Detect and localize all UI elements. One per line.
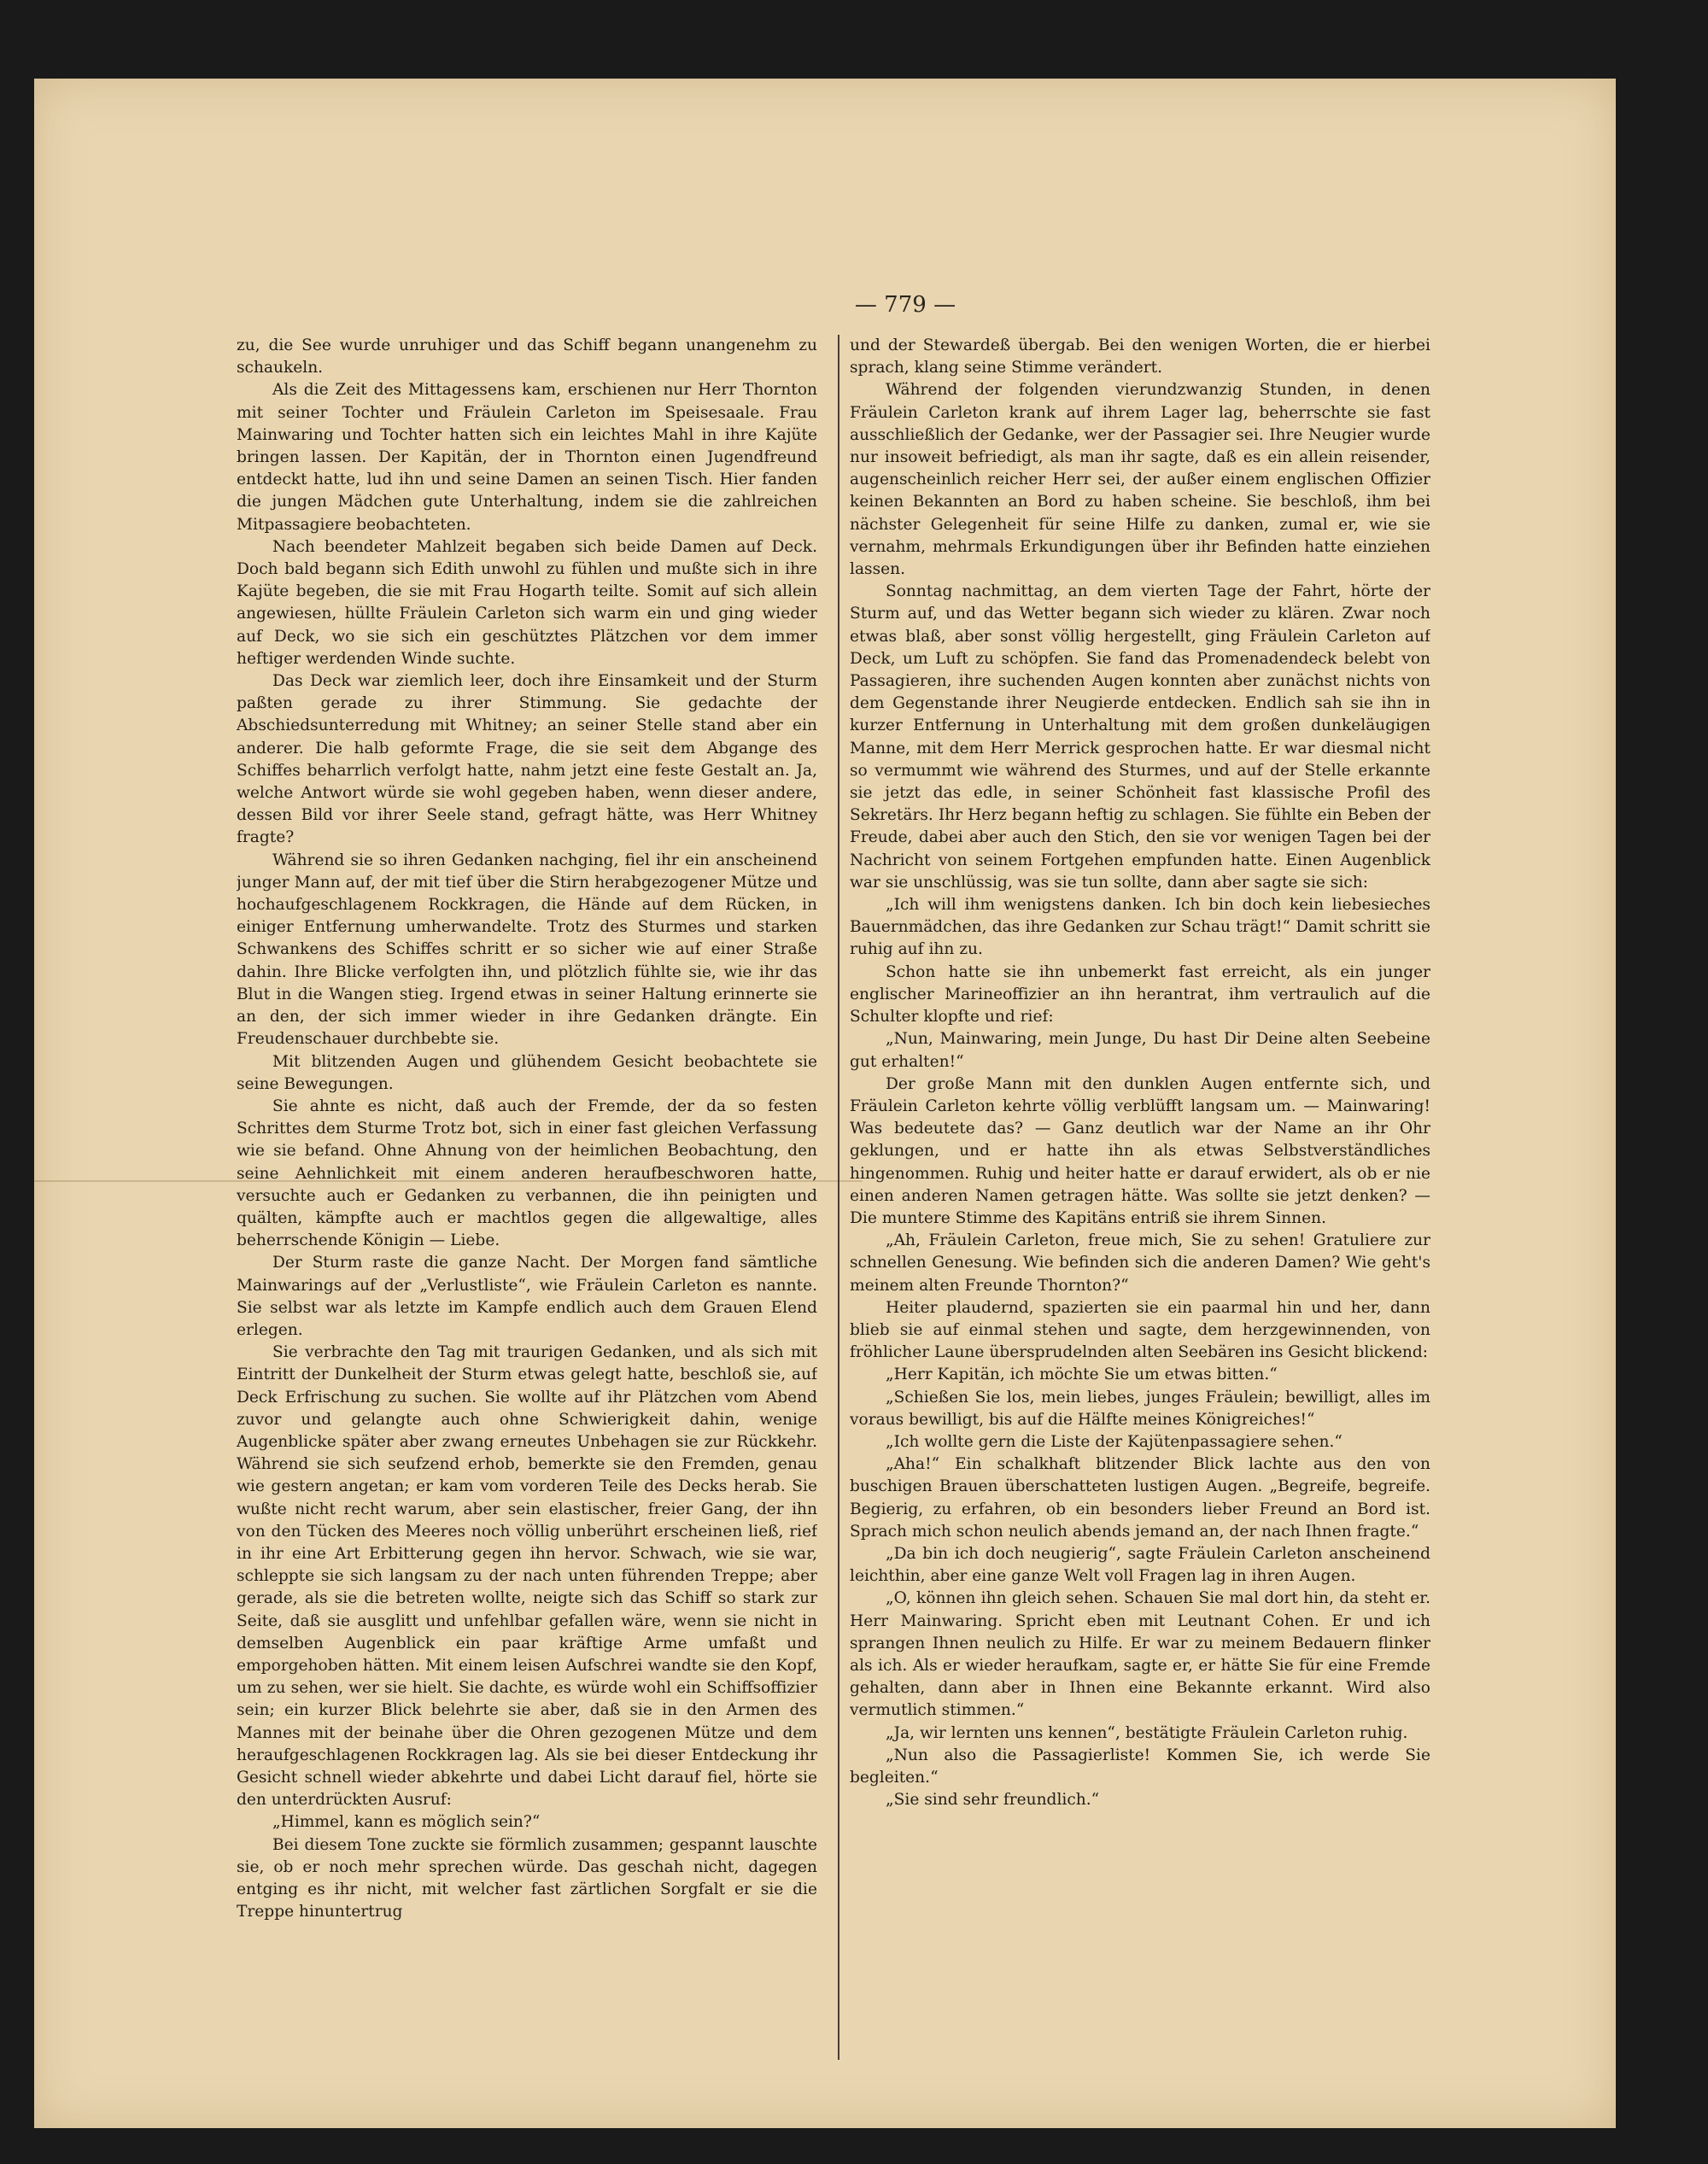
paragraph: Schon hatte sie ihn unbemerkt fast erreicht, als ein junger englischer Marineoffizier an ihn herantrat, ihm vertraulich auf die Schulter klopfte und rief: [850, 962, 1430, 1026]
paragraph: Sie ahnte es nicht, daß auch der Fremde, der da so festen Schrittes dem Sturme Trotz bot, sich in einer fast gleichen Verfassung wie sie befand. Ohne Ahnung von der heimlichen Beobachtung, den seine Aehnlichkeit mit einem anderen heraufbeschworen hatte, versuchte auch er Gedanken zu verbannen, die ihn peinigten und quälten, kämpfte auch er machtlos gegen die allgewaltige, alles beherrschende Königin — Liebe. [237, 1097, 817, 1250]
paragraph: Während der folgenden vierundzwanzig Stunden, in denen Fräulein Carleton krank auf ihrem Lager lag, beherrschte sie fast ausschließlich der Gedanke, wer der Passagier sei. Ihre Neugier wurde nur insoweit befriedigt, als man ihr sagte, daß es ein allein reisender, augenscheinlich reicher Herr sei, der außer einem englischen Offizier keinen Bekannten an Bord zu haben scheine. Sie beschloß, ihm bei nächster Gelegenheit für seine Hilfe zu danken, zumal er, wie sie vernahm, mehrmals Erkundigungen über ihr Befinden hatte einziehen lassen. [850, 381, 1430, 579]
paragraph: Während sie so ihren Gedanken nachging, fiel ihr ein anscheinend junger Mann auf, der mit tief über die Stirn herabgezogener Mütze und hochaufgeschlagenem Rockkragen, die Hände auf dem Rücken, in einiger Entfernung umherwandelte. Trotz des Sturmes und starken Schwankens des Schiffes schritt er so sicher wie auf einer Straße dahin. Ihre Blicke verfolgten ihn, und plötzlich fühlte sie, wie ihr das Blut in die Wangen stieg. Irgend etwas in seiner Haltung erinnerte sie an den, der sich immer wieder in ihre Gedanken drängte. Ein Freudenschauer durchbebte sie. [237, 851, 817, 1049]
paragraph: Der Sturm raste die ganze Nacht. Der Morgen fand sämtliche Mainwarings auf der „Verlustliste“, wie Fräulein Carleton es nannte. Sie selbst war als letzte im Kampfe endlich auch dem Grauen Elend erlegen. [237, 1254, 817, 1339]
paragraph: Heiter plaudernd, spazierten sie ein paarmal hin und her, dann blieb sie auf einmal stehen und sagte, dem herzgewinnenden, von fröhlicher Laune übersprudelnden alten Seebären ins Gesicht blickend: [850, 1298, 1430, 1362]
column-divider [838, 335, 839, 2060]
paragraph: Sonntag nachmittag, an dem vierten Tage der Fahrt, hörte der Sturm auf, und das Wetter begann sich wieder zu klären. Zwar noch etwas blaß, aber sonst völlig hergestellt, ging Fräulein Carleton auf Deck, um Luft zu schöpfen. Sie fand das Promenadendeck belebt von Passagieren, ihre suchenden Augen konnten aber zunächst nichts von dem Gegenstande ihrer Neugierde entdecken. Endlich sah sie ihn in kurzer Entfernung in Unterhaltung mit dem großen dunkeläugigen Manne, mit dem Herr Merrick gesprochen hatte. Er war diesmal nicht so vermummt wie während des Sturmes, und auf der Stelle erkannte sie jetzt das edle, in seiner Schönheit fast klassische Profil des Sekretärs. Ihr Herz begann heftig zu schlagen. Sie fühlte ein Beben der Freude, dabei aber auch den Stich, den sie vor wenigen Tagen bei der Nachricht von seinem Fortgehen empfunden hatte. Einen Augenblick war sie unschlüssig, was sie tun sollte, dann aber sagte sie sich: [850, 582, 1430, 892]
paragraph: „Ah, Fräulein Carleton, freue mich, Sie zu sehen! Gratuliere zur schnellen Genesung. Wie befinden sich die anderen Damen? Wie geht's meinem alten Freunde Thornton?“ [850, 1231, 1430, 1295]
paragraph: zu, die See wurde unruhiger und das Schiff begann unangenehm zu schaukeln. [237, 336, 817, 377]
paragraph: „Aha!“ Ein schalkhaft blitzender Blick lachte aus den von buschigen Brauen überschatteten lustigen Augen. „Begreife, begreife. Begierig, zu erfahren, ob ein besonders lieber Freund an Bord ist. Sprach mich schon neulich abends jemand an, der nach Ihnen fragte.“ [850, 1455, 1430, 1541]
paragraph: „Himmel, kann es möglich sein?“ [272, 1813, 541, 1832]
paragraph: „Ich will ihm wenigstens danken. Ich bin doch kein liebesieches Bauernmädchen, das ihre Gedanken zur Schau trägt!“ Damit schritt sie ruhig auf ihn zu. [850, 896, 1430, 959]
paragraph: Bei diesem Tone zuckte sie förmlich zusammen; gespannt lauschte sie, ob er noch mehr sprechen würde. Das geschah nicht, dagegen entging es ihr nicht, mit welcher fast zärtlichen Sorgfalt er sie die Treppe hinuntertrug [237, 1835, 817, 1921]
paragraph: „Ich wollte gern die Liste der Kajütenpassagiere sehen.“ [886, 1432, 1342, 1451]
paragraph: „O, können ihn gleich sehen. Schauen Sie mal dort hin, da steht er. Herr Mainwaring. Spricht eben mit Leutnant Cohen. Er und ich sprangen Ihnen neulich zu Hilfe. Er war zu meinem Bedauern flinker als ich. Als er wieder heraufkam, sagte er, er hätte Sie für eine Fremde gehalten, dann aber in Ihnen eine Bekannte erkannt. Wird also vermutlich stimmen.“ [850, 1589, 1430, 1720]
paragraph: Der große Mann mit den dunklen Augen entfernte sich, und Fräulein Carleton kehrte völlig verblüfft langsam um. — Mainwaring! Was bedeutete das? — Ganz deutlich war der Name an ihr Ohr geklungen, und er hatte ihn als etwas Selbstverständliches hingenommen. Ruhig und heiter hatte er darauf erwidert, als ob er nie einen anderen Namen getragen hätte. Was sollte sie jetzt denken? — Die muntere Stimme des Kapitäns entriß sie ihrem Sinnen. [850, 1074, 1430, 1227]
paragraph: Nach beendeter Mahlzeit begaben sich beide Damen auf Deck. Doch bald begann sich Edith unwohl zu fühlen und mußte sich in ihre Kajüte begeben, die sie mit Frau Hogarth teilte. Somit auf sich allein angewiesen, hüllte Fräulein Carleton sich warm ein und ging wieder auf Deck, wo sie sich ein geschütztes Plätzchen vor dem immer heftiger werdenden Winde suchte. [237, 537, 817, 668]
paragraph: und der Stewardeß übergab. Bei den wenigen Worten, die er hierbei sprach, klang seine Stimme verändert. [850, 336, 1430, 377]
newspaper-page [34, 79, 1616, 2128]
left-column [237, 335, 817, 2043]
paragraph: „Sie sind sehr freundlich.“ [886, 1791, 1100, 1810]
paragraph: Mit blitzenden Augen und glühendem Gesicht beobachtete sie seine Bewegungen. [237, 1052, 817, 1093]
paragraph: „Ja, wir lernten uns kennen“, bestätigte Fräulein Carleton ruhig. [886, 1723, 1408, 1742]
paragraph: Das Deck war ziemlich leer, doch ihre Einsamkeit und der Sturm paßten gerade zu ihrer Stimmung. Sie gedachte der Abschiedsunterredung mit Whitney; an seiner Stelle stand aber ein anderer. Die halb geformte Frage, die sie seit dem Abgange des Schiffes beharrlich verfolgt hatte, nahm jetzt eine feste Gestalt an. Ja, welche Antwort würde sie wohl gegeben haben, wenn dieser andere, dessen Bild vor ihrer Seele stand, gefragt hätte, was Herr Whitney fragte? [237, 672, 817, 847]
paragraph: „Da bin ich doch neugierig“, sagte Fräulein Carleton anscheinend leichthin, aber eine ganze Welt voll Fragen lag in ihren Augen. [850, 1544, 1430, 1586]
paragraph: „Herr Kapitän, ich möchte Sie um etwas bitten.“ [886, 1366, 1278, 1384]
paragraph: „Schießen Sie los, mein liebes, junges Fräulein; bewilligt, alles im voraus bewilligt, bis auf die Hälfte meines Königreiches!“ [850, 1388, 1430, 1429]
paragraph: Sie verbrachte den Tag mit traurigen Gedanken, und als sich mit Eintritt der Dunkelheit der Sturm etwas gelegt hatte, beschloß sie, auf Deck Erfrischung zu suchen. Sie wollte auf ihr Plätzchen vom Abend zuvor und gelangte auch ohne Schwierigkeit dahin, wenige Augenblicke später aber zwang erneutes Unbehagen sie zur Rückkehr. Während sie sich seufzend erhob, bemerkte sie den Fremden, genau wie gestern angetan; er kam vom vorderen Teile des Decks herab. Sie wußte nicht recht warum, aber sein elastischer, freier Gang, der ihn von den Tücken des Meeres noch völlig unberührt erscheinen ließ, rief in ihr eine Art Erbitterung gegen ihn hervor. Schwach, wie sie war, schleppte sie sich langsam zu der nach unten führenden Treppe; aber gerade, als sie die betreten wollte, neigte sich das Schiff so stark zur Seite, daß sie ausglitt und unfehlbar gefallen wäre, wenn sie nicht in demselben Augenblick ein paar kräftige Arme umfaßt und emporgehoben hätten. Mit einem leisen Aufschrei wandte sie den Kopf, um zu sehen, wer sie hielt. Sie dachte, es würde wohl ein Schiffsoffizier sein; ein kurzer Blick belehrte sie aber, daß sie in den Armen des Mannes mit der beinahe über die Ohren gezogenen Mütze und dem heraufgeschlagenen Rockkragen lag. Als sie bei dieser Entdeckung ihr Gesicht schnell wieder abkehrte und dabei Licht darauf fiel, hörte sie den unterdrückten Ausruf: [237, 1343, 817, 1810]
paragraph: „Nun also die Passagierliste! Kommen Sie, ich werde Sie begleiten.“ [850, 1746, 1430, 1787]
page-number: — 779 — [854, 292, 956, 318]
paragraph: Als die Zeit des Mittagessens kam, erschienen nur Herr Thornton mit seiner Tochter und Fräulein Carleton im Speisesaale. Frau Mainwaring und Tochter hatten sich ein leichtes Mahl in ihre Kajüte bringen lassen. Der Kapitän, der in Thornton einen Jugendfreund entdeckt hatte, lud ihn und seine Damen an seinen Tisch. Hier fanden die jungen Mädchen gute Unterhaltung, indem sie die zahlreichen Mitpassagiere beobachteten. [237, 381, 817, 534]
paragraph: „Nun, Mainwaring, mein Junge, Du hast Dir Deine alten Seebeine gut erhalten!“ [850, 1030, 1430, 1071]
right-column [850, 335, 1430, 2043]
